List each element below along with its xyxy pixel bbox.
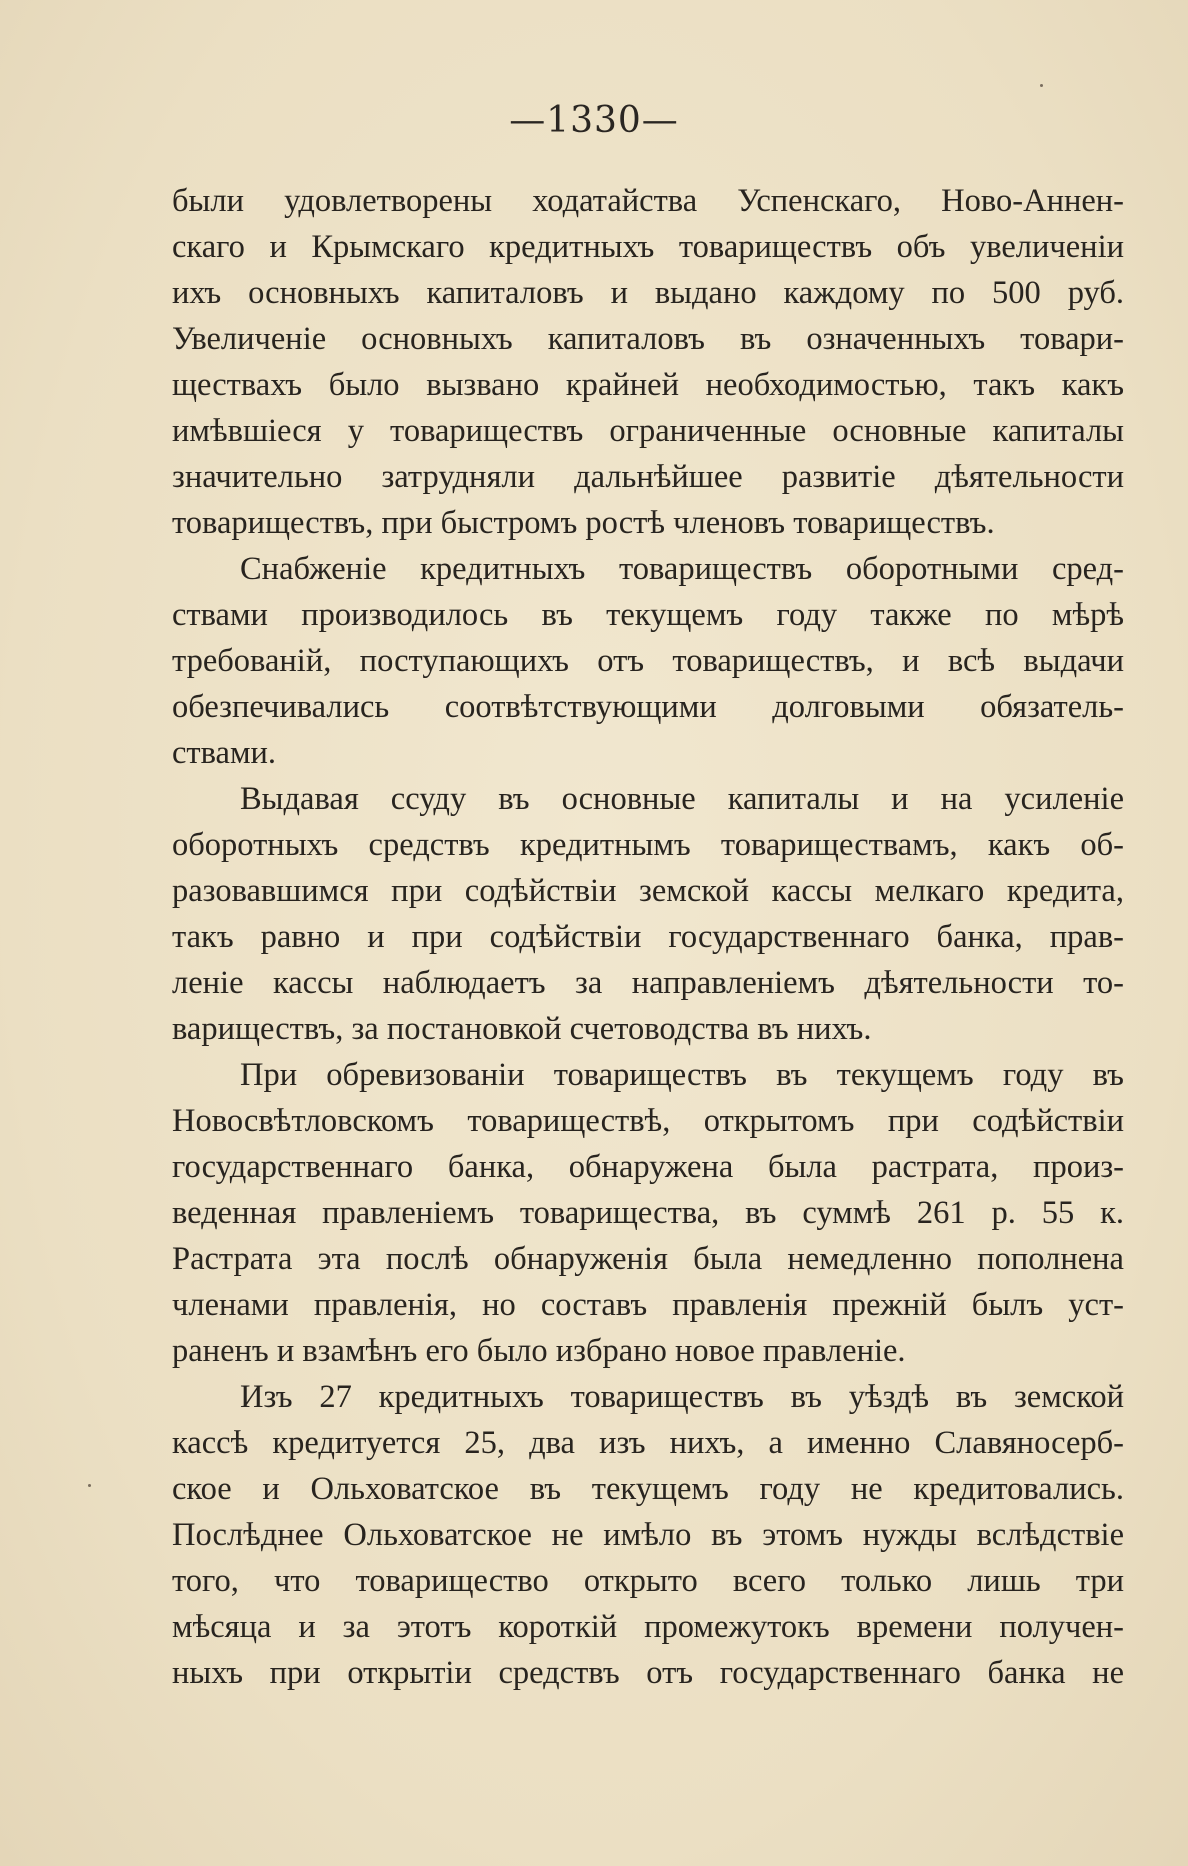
text-line: веденная правленiемъ товарищества, въ суммѣ 261 р. 55 к.: [172, 1195, 1124, 1231]
text-line: Выдавая ссуду въ основные капиталы и на усиленiе: [240, 781, 1124, 817]
text-line: скаго и Крымскаго кредитныхъ товариществъ объ увеличенiи: [172, 229, 1124, 265]
text-line: значительно затрудняли дальнѣйшее развитiе дѣятельности: [172, 459, 1124, 495]
text-line: ствами.: [172, 735, 277, 771]
text-line: обезпечивались соотвѣтствующими долговыми обязатель-: [172, 689, 1124, 725]
text-line: ствами производилось въ текущемъ году также по мѣрѣ: [172, 597, 1124, 633]
text-line: Растрата эта послѣ обнаруженiя была немедленно пополнена: [172, 1241, 1124, 1277]
text-line: были удовлетворены ходатайства Успенскаго, Ново-Аннен-: [172, 183, 1124, 219]
text-line: имѣвшiеся у товариществъ ограниченные основные капиталы: [172, 413, 1124, 449]
text-line: Послѣднее Ольховатское не имѣло въ этомъ нужды вслѣдствiе: [172, 1517, 1124, 1553]
text-line: кассѣ кредитуется 25, два изъ нихъ, а именно Славяносерб-: [172, 1425, 1124, 1461]
text-line: оборотныхъ средствъ кредитнымъ товариществамъ, какъ об-: [172, 827, 1124, 863]
text-line: такъ равно и при содѣйствiи государственнаго банка, прав-: [172, 919, 1124, 955]
text-line: вариществъ, за постановкой счетоводства въ нихъ.: [172, 1011, 872, 1047]
text-line: ихъ основныхъ капиталовъ и выдано каждому по 500 руб.: [172, 275, 1124, 311]
text-line: государственнаго банка, обнаружена была растрата, произ-: [172, 1149, 1124, 1185]
text-line: Изъ 27 кредитныхъ товариществъ въ уѣздѣ въ земской: [240, 1379, 1124, 1415]
text-line: членами правленiя, но составъ правленiя прежнiй былъ уст-: [172, 1287, 1124, 1323]
text-line: Снабженiе кредитныхъ товариществъ оборотными сред-: [240, 551, 1124, 587]
text-line: ленiе кассы наблюдаетъ за направленiемъ дѣятельности то-: [172, 965, 1124, 1001]
text-line: раненъ и взамѣнъ его было избрано новое правленiе.: [172, 1333, 906, 1369]
text-line: того, что товарищество открыто всего только лишь три: [172, 1563, 1124, 1599]
text-line: При обревизованiи товариществъ въ текущемъ году въ: [240, 1057, 1124, 1093]
text-line: товариществъ, при быстромъ ростѣ членовъ товариществъ.: [172, 505, 995, 541]
text-line: разовавшимся при содѣйствiи земской кассы мелкаго кредита,: [172, 873, 1124, 909]
text-line: ское и Ольховатское въ текущемъ году не кредитовались.: [172, 1471, 1124, 1507]
paper-speck: [1040, 84, 1043, 87]
text-line: мѣсяца и за этотъ короткiй промежутокъ времени получен-: [172, 1609, 1124, 1645]
paper-speck: [88, 1484, 91, 1487]
text-line: Новосвѣтловскомъ товариществѣ, открытомъ при содѣйствiи: [172, 1103, 1124, 1139]
text-line: ществахъ было вызвано крайней необходимостью, такъ какъ: [172, 367, 1124, 403]
text-line: ныхъ при открытiи средствъ отъ государственнаго банка не: [172, 1655, 1124, 1691]
body-text: [172, 178, 1124, 1696]
page-number: —1330—: [509, 100, 679, 141]
text-line: требованiй, поступающихъ отъ товариществъ, и всѣ выдачи: [172, 643, 1124, 679]
text-line: Увеличенiе основныхъ капиталовъ въ означенныхъ товари-: [172, 321, 1124, 357]
